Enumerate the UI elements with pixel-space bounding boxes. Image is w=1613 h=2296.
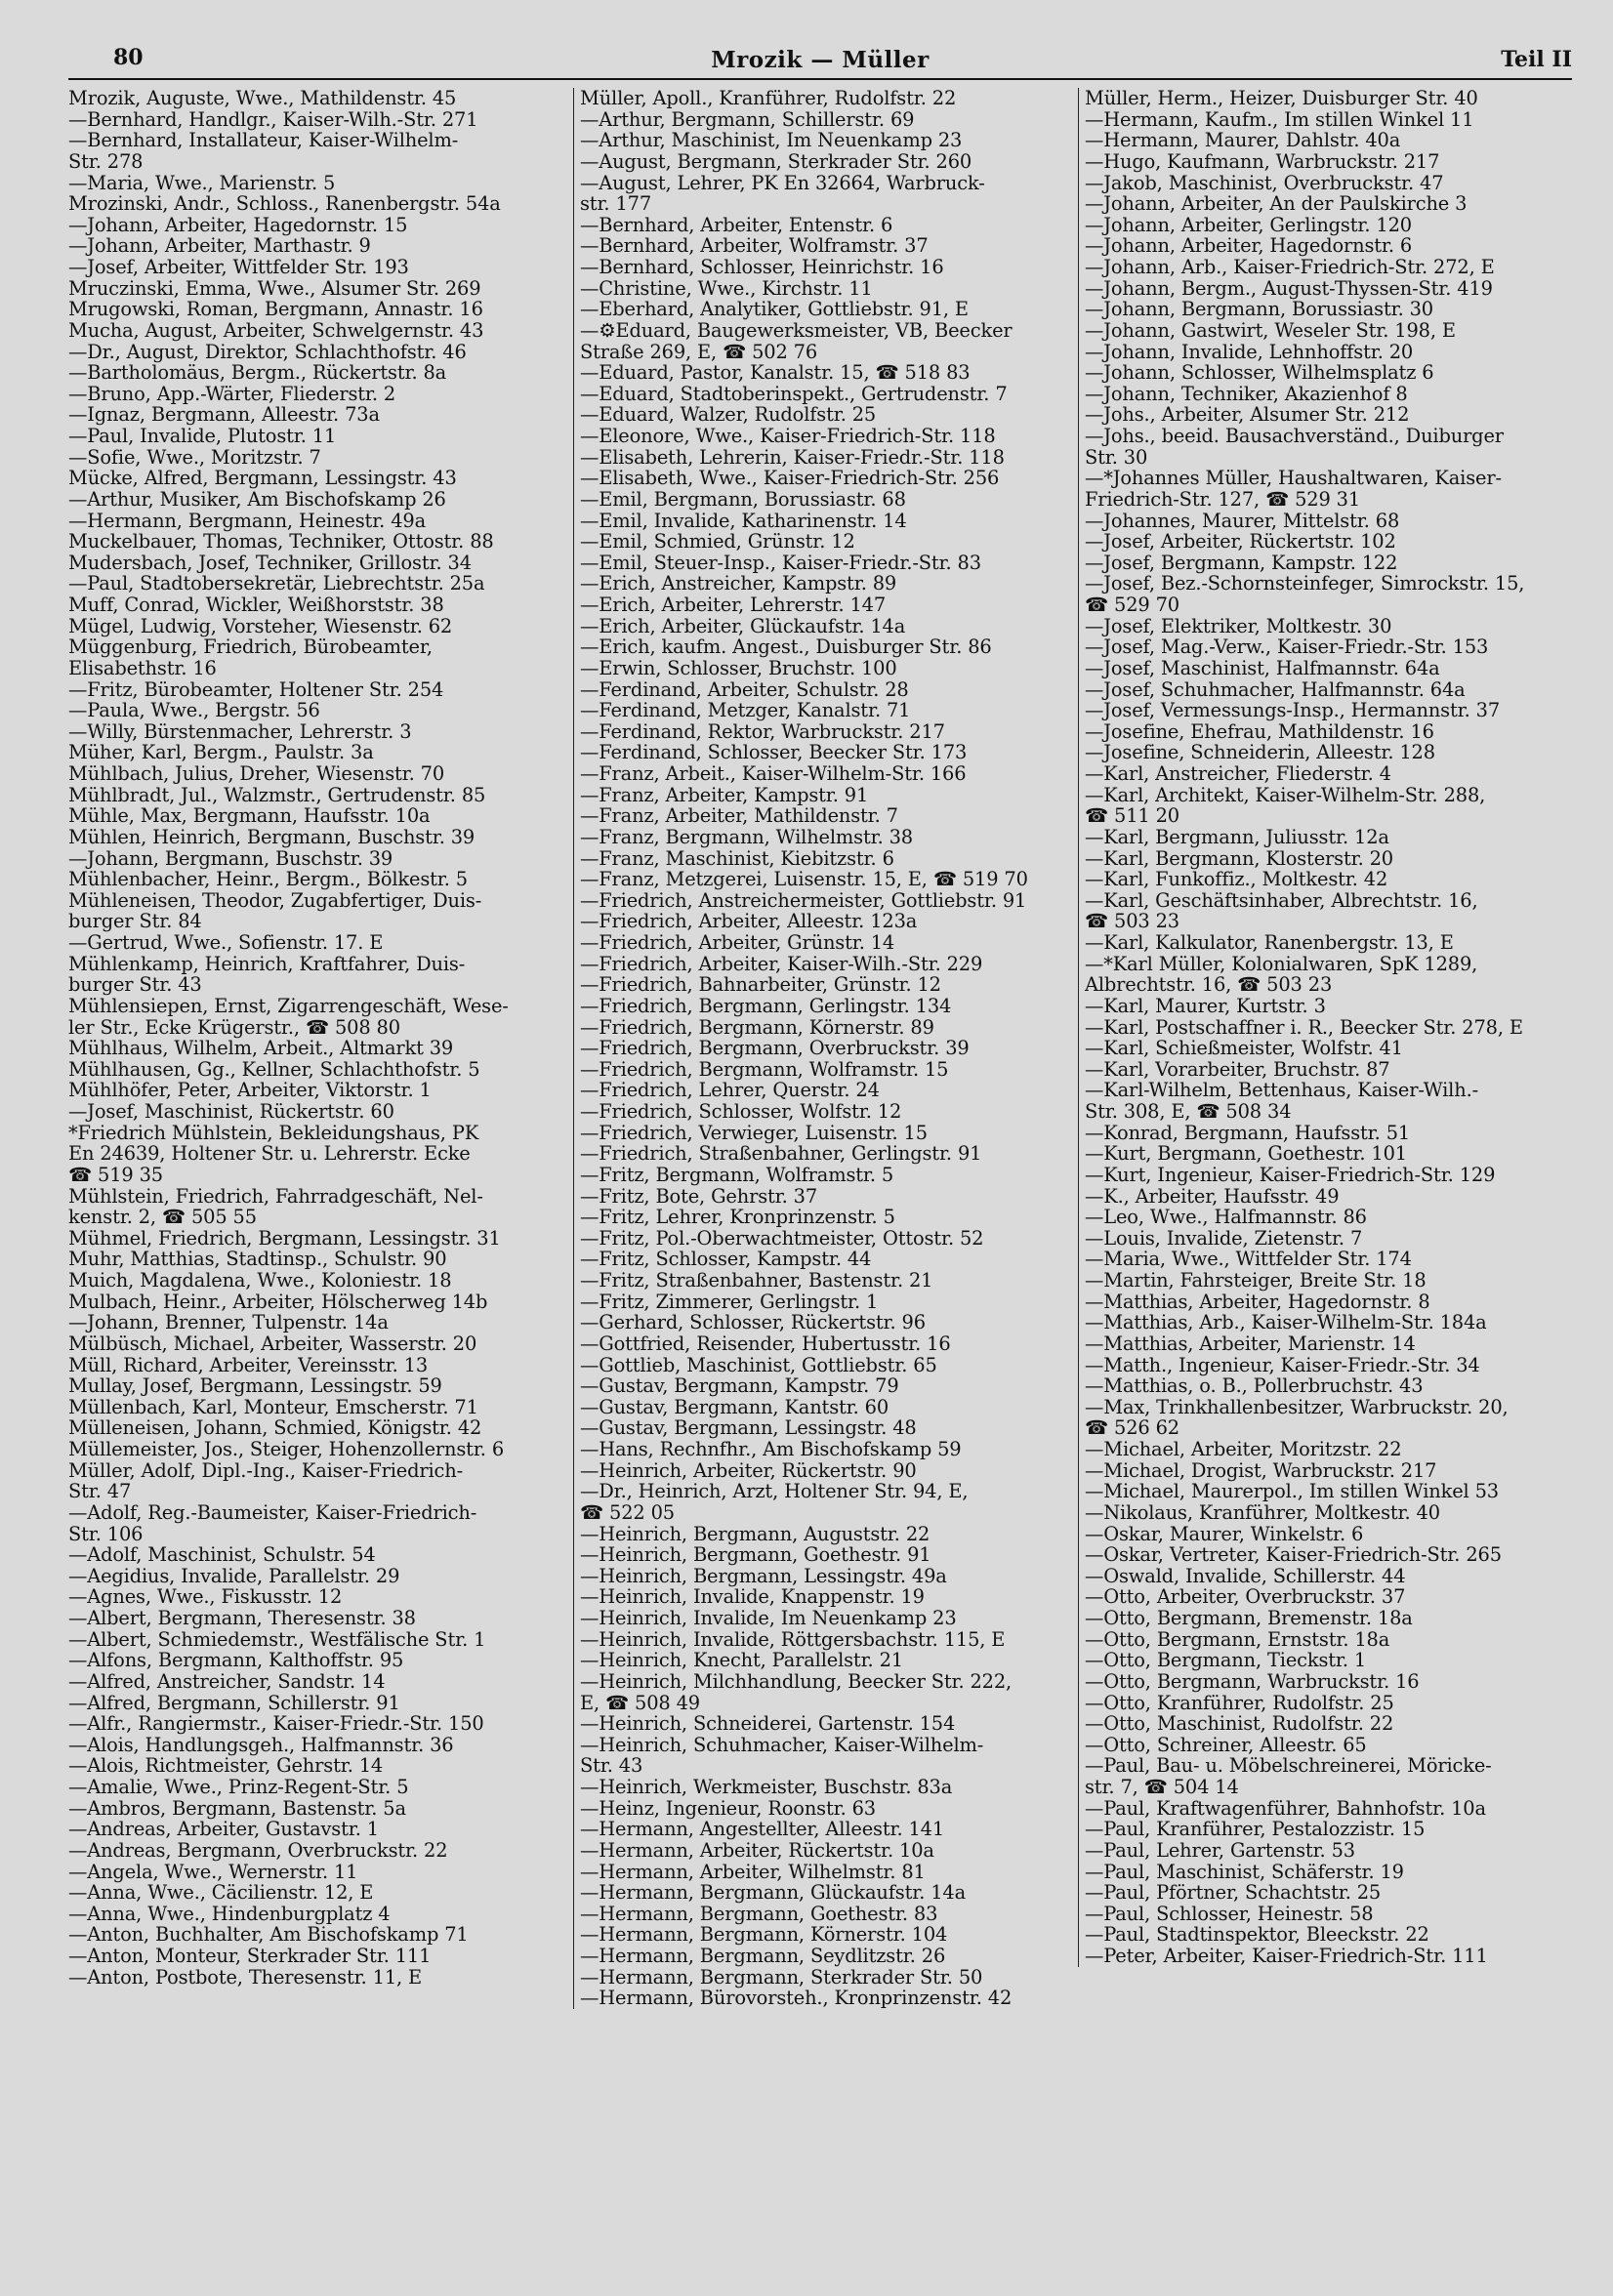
- directory-entry: —Friedrich, Bergmann, Gerlingstr. 134: [580, 994, 952, 1017]
- directory-entry: Mühlhaus, Wilhelm, Arbeit., Altmarkt 39: [68, 1037, 454, 1060]
- directory-entry: —Fritz, Lehrer, Kronprinzenstr. 5: [580, 1206, 895, 1229]
- directory-entry: —Louis, Invalide, Zietenstr. 7: [1085, 1226, 1363, 1250]
- directory-entry: —Paul, Pförtner, Schachtstr. 25: [1085, 1881, 1382, 1905]
- directory-entry: —Erich, Anstreicher, Kampstr. 89: [580, 572, 897, 595]
- directory-entry: —Paul, Kraftwagenführer, Bahnhofstr. 10a: [1085, 1796, 1486, 1820]
- directory-entry: —Heinrich, Knecht, Parallelstr. 21: [580, 1649, 903, 1672]
- directory-entry: Mülbüsch, Michael, Arbeiter, Wasserstr. 20: [68, 1332, 477, 1355]
- directory-entry: —Oskar, Maurer, Winkelstr. 6: [1085, 1522, 1364, 1545]
- directory-entry: —Otto, Bergmann, Bremenstr. 18a: [1085, 1607, 1413, 1629]
- running-head: Mrozik — Müller: [711, 47, 930, 73]
- directory-entry: —Karl, Schießmeister, Wolfstr. 41: [1085, 1037, 1403, 1060]
- directory-entry: —Josef, Arbeiter, Rückertstr. 102: [1085, 530, 1396, 554]
- directory-entry: —Johann, Brenner, Tulpenstr. 14a: [68, 1311, 389, 1334]
- directory-entry: Mrozik, Auguste, Wwe., Mathildenstr. 45: [68, 87, 457, 109]
- directory-entry: Mühlhöfer, Peter, Arbeiter, Viktorstr. 1: [68, 1079, 432, 1102]
- directory-entry: —Gertrud, Wwe., Sofienstr. 17. E: [68, 931, 384, 954]
- directory-entry: Müggenburg, Friedrich, Bürobeamter,: [68, 636, 433, 659]
- directory-entry: Müllenbach, Karl, Monteur, Emscherstr. 71: [68, 1395, 478, 1418]
- directory-entry: —Johann, Schlosser, Wilhelmsplatz 6: [1085, 361, 1434, 385]
- directory-entry: Str. 278: [68, 149, 144, 173]
- directory-entry: —Hans, Rechnfhr., Am Bischofskamp 59: [580, 1438, 962, 1460]
- directory-entry: —*Johannes Müller, Haushaltwaren, Kaiser-: [1085, 467, 1502, 490]
- directory-entry: Müller, Adolf, Dipl.-Ing., Kaiser-Friedrich-: [68, 1458, 464, 1482]
- directory-entry: —Anna, Wwe., Hindenburgplatz 4: [68, 1902, 391, 1925]
- directory-entry: —Karl, Anstreicher, Fliederstr. 4: [1085, 762, 1391, 785]
- directory-entry: —Kurt, Ingenieur, Kaiser-Friedrich-Str. 129: [1085, 1163, 1496, 1186]
- directory-entry: —Johann, Arbeiter, Hagedornstr. 15: [68, 213, 408, 236]
- directory-entry: —Bernhard, Handlgr., Kaiser-Wilh.-Str. 271: [68, 107, 478, 131]
- directory-entry: —Josef, Mag.-Verw., Kaiser-Friedr.-Str. 153: [1085, 636, 1489, 659]
- directory-entry: —Otto, Bergmann, Tieckstr. 1: [1085, 1649, 1367, 1672]
- directory-entry: —Anton, Monteur, Sterkrader Str. 111: [68, 1945, 432, 1967]
- directory-entry: —Friedrich, Bahnarbeiter, Grünstr. 12: [580, 973, 941, 997]
- directory-entry: —Alois, Handlungsgeh., Halfmannstr. 36: [68, 1733, 454, 1756]
- directory-entry: Müllemeister, Jos., Steiger, Hohenzollernstr. 6: [68, 1438, 505, 1460]
- directory-entry: —Gottfried, Reisender, Hubertusstr. 16: [580, 1332, 951, 1355]
- directory-entry: —Hermann, Bergmann, Körnerstr. 104: [580, 1923, 948, 1947]
- directory-entry: —Alfons, Bergmann, Kalthoffstr. 95: [68, 1649, 404, 1672]
- directory-entry: —Arthur, Musiker, Am Bischofskamp 26: [68, 487, 446, 511]
- directory-entry: —Emil, Schmied, Grünstr. 12: [580, 530, 855, 554]
- directory-entry: —Josef, Elektriker, Moltkestr. 30: [1085, 614, 1392, 637]
- directory-entry: —Hermann, Bergmann, Goethestr. 83: [580, 1902, 938, 1925]
- directory-entry: Mügel, Ludwig, Vorsteher, Wiesenstr. 62: [68, 614, 453, 637]
- directory-entry: Str. 43: [580, 1754, 643, 1778]
- directory-entry: —Kurt, Bergmann, Goethestr. 101: [1085, 1142, 1407, 1166]
- directory-entry: —Otto, Kranführer, Rudolfstr. 25: [1085, 1691, 1394, 1714]
- directory-entry: Müll, Richard, Arbeiter, Vereinsstr. 13: [68, 1353, 429, 1376]
- directory-entry: —Friedrich, Lehrer, Querstr. 24: [580, 1079, 880, 1102]
- directory-entry: —Matthias, o. B., Pollerbruchstr. 43: [1085, 1374, 1424, 1398]
- directory-entry: —Josef, Schuhmacher, Halfmannstr. 64a: [1085, 677, 1466, 701]
- directory-entry: —Emil, Invalide, Katharinenstr. 14: [580, 509, 907, 532]
- directory-entry: —Karl, Funkoffiz., Moltkestr. 42: [1085, 868, 1388, 891]
- directory-entry: —Bernhard, Installateur, Kaiser-Wilhelm-: [68, 129, 459, 152]
- directory-entry: —Paul, Bau- u. Möbelschreinerei, Möricke-: [1085, 1754, 1492, 1778]
- directory-entry: Straße 269, E, ☎ 502 76: [580, 340, 818, 363]
- directory-entry: —Heinrich, Bergmann, Auguststr. 22: [580, 1522, 931, 1545]
- directory-entry: —Heinrich, Bergmann, Goethestr. 91: [580, 1543, 931, 1567]
- directory-entry: —Alfred, Bergmann, Schillerstr. 91: [68, 1691, 400, 1714]
- directory-entry: —August, Bergmann, Sterkrader Str. 260: [580, 149, 972, 173]
- directory-entry: Muckelbauer, Thomas, Techniker, Ottostr. 88: [68, 530, 494, 554]
- directory-entry: —Jakob, Maschinist, Overbruckstr. 47: [1085, 171, 1444, 194]
- directory-entry: —Franz, Bergmann, Wilhelmstr. 38: [580, 825, 913, 848]
- directory-entry: kenstr. 2, ☎ 505 55: [68, 1206, 257, 1229]
- directory-entry: —Ignaz, Bergmann, Alleestr. 73a: [68, 403, 380, 427]
- directory-entry: —Karl, Geschäftsinhaber, Albrechtstr. 16,: [1085, 888, 1478, 912]
- directory-entry: Mrozinski, Andr., Schloss., Ranenbergstr. 54a: [68, 192, 501, 216]
- directory-entry: Friedrich-Str. 127, ☎ 529 31: [1085, 487, 1361, 511]
- directory-entry: —Karl, Bergmann, Klosterstr. 20: [1085, 846, 1393, 870]
- directory-entry: Mulbach, Heinr., Arbeiter, Hölscherweg 14b: [68, 1290, 488, 1313]
- directory-entry: —Karl, Maurer, Kurtstr. 3: [1085, 994, 1326, 1017]
- directory-entry: —Konrad, Bergmann, Haufsstr. 51: [1085, 1121, 1411, 1144]
- directory-entry: —Otto, Schreiner, Alleestr. 65: [1085, 1733, 1367, 1756]
- directory-entry: —Nikolaus, Kranführer, Moltkestr. 40: [1085, 1500, 1440, 1524]
- directory-entry: —Johann, Arbeiter, Hagedornstr. 6: [1085, 234, 1413, 258]
- directory-entry: —Dr., August, Direktor, Schlachthofstr. 46: [68, 340, 467, 363]
- directory-entry: —Josef, Bez.-Schornsteinfeger, Simrockstr. 15,: [1085, 572, 1525, 595]
- directory-entry: —Anton, Buchhalter, Am Bischofskamp 71: [68, 1923, 469, 1947]
- directory-entry: —Gerhard, Schlosser, Rückertstr. 96: [580, 1311, 926, 1334]
- directory-entry: Muff, Conrad, Wickler, Weißhorststr. 38: [68, 594, 444, 616]
- directory-entry: —Hugo, Kaufmann, Warbruckstr. 217: [1085, 149, 1440, 173]
- directory-entry: —Dr., Heinrich, Arzt, Holtener Str. 94, E,: [580, 1480, 969, 1503]
- directory-entry: —Josefine, Ehefrau, Mathildenstr. 16: [1085, 719, 1434, 743]
- directory-entry: —Fritz, Pol.-Oberwachtmeister, Ottostr. 52: [580, 1226, 984, 1250]
- directory-entry: —Elisabeth, Lehrerin, Kaiser-Friedr.-Str. 118: [580, 445, 1005, 469]
- directory-entry: Mrugowski, Roman, Bergmann, Annastr. 16: [68, 298, 483, 321]
- directory-entry: —Heinrich, Werkmeister, Buschstr. 83a: [580, 1776, 953, 1798]
- directory-entry: —Fritz, Bergmann, Wolframstr. 5: [580, 1163, 894, 1186]
- directory-entry: —Karl, Architekt, Kaiser-Wilhelm-Str. 288,: [1085, 783, 1486, 806]
- directory-entry: —Franz, Maschinist, Kiebitzstr. 6: [580, 846, 894, 870]
- directory-entry: —Friedrich, Bergmann, Wolframstr. 15: [580, 1057, 949, 1081]
- directory-entry: Mühmel, Friedrich, Bergmann, Lessingstr. 31: [68, 1226, 501, 1250]
- directory-entry: —Heinrich, Invalide, Knappenstr. 19: [580, 1585, 925, 1609]
- directory-entry: —Friedrich, Straßenbahner, Gerlingstr. 91: [580, 1142, 982, 1166]
- directory-entry: —Ambros, Bergmann, Bastenstr. 5a: [68, 1796, 406, 1820]
- directory-entry: —Paul, Stadtinspektor, Bleeckstr. 22: [1085, 1923, 1429, 1947]
- directory-entry: —Alois, Richtmeister, Gehrstr. 14: [68, 1754, 384, 1778]
- directory-entry: ler Str., Ecke Krügerstr., ☎ 508 80: [68, 1015, 400, 1039]
- directory-entry: —Adolf, Reg.-Baumeister, Kaiser-Friedrich-: [68, 1500, 477, 1524]
- directory-entry: —Heinrich, Invalide, Röttgersbachstr. 115, E: [580, 1627, 1006, 1651]
- directory-entry: —Elisabeth, Wwe., Kaiser-Friedrich-Str. 256: [580, 467, 1000, 490]
- directory-entry: —Hermann, Bergmann, Seydlitzstr. 26: [580, 1945, 946, 1967]
- directory-entry: —Gottlieb, Maschinist, Gottliebstr. 65: [580, 1353, 937, 1376]
- directory-entry: —Albert, Bergmann, Theresenstr. 38: [68, 1607, 416, 1629]
- directory-entry: —Christine, Wwe., Kirchstr. 11: [580, 276, 873, 300]
- directory-entry: Mühlensiepen, Ernst, Zigarrengeschäft, Wese-: [68, 994, 509, 1017]
- directory-entry: —Fritz, Straßenbahner, Bastenstr. 21: [580, 1269, 933, 1292]
- directory-entry: —Franz, Metzgerei, Luisenstr. 15, E, ☎ 519 70: [580, 868, 1028, 891]
- directory-entry: —Max, Trinkhallenbesitzer, Warbruckstr. 20,: [1085, 1395, 1509, 1418]
- directory-entry: —Friedrich, Anstreichermeister, Gottliebstr. 91: [580, 888, 1027, 912]
- directory-entry: ☎ 503 23: [1085, 910, 1179, 933]
- directory-entry: —Paul, Invalide, Plutostr. 11: [68, 425, 337, 447]
- directory-entry: —Leo, Wwe., Halfmannstr. 86: [1085, 1206, 1367, 1229]
- directory-entry: —Aegidius, Invalide, Parallelstr. 29: [68, 1564, 400, 1587]
- directory-entry: —Friedrich, Schlosser, Wolfstr. 12: [580, 1100, 902, 1123]
- directory-entry: —Eduard, Walzer, Rudolfstr. 25: [580, 403, 877, 427]
- page-header: [68, 45, 1572, 80]
- directory-entry: Mühlenkamp, Heinrich, Kraftfahrer, Duis-: [68, 952, 466, 975]
- directory-entry: *Friedrich Mühlstein, Bekleidungshaus, PK: [68, 1121, 479, 1144]
- directory-entry: —Johann, Arbeiter, Marthastr. 9: [68, 234, 371, 258]
- directory-entry: —Bernhard, Arbeiter, Wolframstr. 37: [580, 234, 929, 258]
- directory-entry: Mücke, Alfred, Bergmann, Lessingstr. 43: [68, 467, 457, 490]
- directory-entry: str. 7, ☎ 504 14: [1085, 1776, 1239, 1798]
- directory-entry: —Sofie, Wwe., Moritzstr. 7: [68, 445, 321, 469]
- directory-entry: —Eduard, Stadtoberinspekt., Gertrudenstr. 7: [580, 382, 1008, 405]
- directory-entry: ☎ 522 05: [580, 1500, 675, 1524]
- directory-entry: —Johann, Bergmann, Buschstr. 39: [68, 846, 393, 870]
- directory-entry: Mühlstein, Friedrich, Fahrradgeschäft, Nel-: [68, 1184, 483, 1208]
- directory-entry: —Hermann, Bergmann, Glückaufstr. 14a: [580, 1881, 967, 1905]
- directory-entry: —Hermann, Bürovorsteh., Kronprinzenstr. 42: [580, 1987, 1013, 2010]
- directory-entry: Mühlen, Heinrich, Bergmann, Buschstr. 39: [68, 825, 476, 848]
- directory-entry: —Erich, kaufm. Angest., Duisburger Str. 86: [580, 636, 992, 659]
- directory-entry: —Ferdinand, Arbeiter, Schulstr. 28: [580, 677, 909, 701]
- directory-entry: —Arthur, Maschinist, Im Neuenkamp 23: [580, 129, 963, 152]
- directory-entry: —Erwin, Schlosser, Bruchstr. 100: [580, 656, 897, 679]
- directory-entry: —Peter, Arbeiter, Kaiser-Friedrich-Str. 111: [1085, 1945, 1488, 1967]
- directory-entry: —Eleonore, Wwe., Kaiser-Friedrich-Str. 118: [580, 425, 996, 447]
- directory-entry: —Otto, Maschinist, Rudolfstr. 22: [1085, 1712, 1394, 1736]
- directory-entry: —Karl, Postschaffner i. R., Beecker Str. 278, E: [1085, 1015, 1523, 1039]
- directory-entry: Str. 30: [1085, 445, 1148, 469]
- part-label: Teil II: [1501, 47, 1572, 72]
- directory-entry: str. 177: [580, 192, 652, 216]
- directory-entry: Mucha, August, Arbeiter, Schwelgernstr. 43: [68, 318, 484, 342]
- directory-entry: —Josef, Arbeiter, Wittfelder Str. 193: [68, 256, 409, 278]
- directory-entry: —Josef, Maschinist, Rückertstr. 60: [68, 1100, 394, 1123]
- directory-entry: —Hermann, Arbeiter, Rückertstr. 10a: [580, 1838, 934, 1862]
- directory-entry: —Agnes, Wwe., Fiskusstr. 12: [68, 1585, 343, 1609]
- directory-entry: Müller, Apoll., Kranführer, Rudolfstr. 22: [580, 87, 957, 109]
- directory-entry: —Alfred, Anstreicher, Sandstr. 14: [68, 1669, 386, 1693]
- directory-entry: —Johannes, Maurer, Mittelstr. 68: [1085, 509, 1400, 532]
- directory-entry: —Johann, Bergm., August-Thyssen-Str. 419: [1085, 276, 1493, 300]
- directory-entry: —Erich, Arbeiter, Lehrerstr. 147: [580, 594, 887, 616]
- directory-entry: Elisabethstr. 16: [68, 656, 217, 679]
- directory-entry: —Gustav, Bergmann, Lessingstr. 48: [580, 1416, 917, 1440]
- directory-entry: —Karl, Vorarbeiter, Bruchstr. 87: [1085, 1057, 1390, 1081]
- directory-entry: —Ferdinand, Metzger, Kanalstr. 71: [580, 699, 911, 722]
- directory-entry: —Maria, Wwe., Wittfelder Str. 174: [1085, 1248, 1412, 1271]
- directory-entry: —Andreas, Arbeiter, Gustavstr. 1: [68, 1818, 379, 1841]
- directory-entry: —Albert, Schmiedemstr., Westfälische Str. 1: [68, 1627, 486, 1651]
- directory-entry: ☎ 529 70: [1085, 594, 1179, 616]
- directory-entry: —Franz, Arbeiter, Mathildenstr. 7: [580, 804, 898, 828]
- directory-entry: —Ferdinand, Rektor, Warbruckstr. 217: [580, 719, 945, 743]
- directory-entry: —Heinrich, Schneiderei, Gartenstr. 154: [580, 1712, 956, 1736]
- directory-entry: —Johann, Bergmann, Borussiastr. 30: [1085, 298, 1433, 321]
- directory-entry: burger Str. 43: [68, 973, 202, 997]
- directory-entry: ☎ 526 62: [1085, 1416, 1179, 1440]
- directory-entry: —Paul, Kranführer, Pestalozzistr. 15: [1085, 1818, 1426, 1841]
- directory-entry: —Josef, Bergmann, Kampstr. 122: [1085, 551, 1398, 574]
- directory-entry: —Paul, Maschinist, Schäferstr. 19: [1085, 1860, 1404, 1883]
- directory-entry: —Fritz, Schlosser, Kampstr. 44: [580, 1248, 872, 1271]
- directory-entry: En 24639, Holtener Str. u. Lehrerstr. Ecke: [68, 1142, 471, 1166]
- directory-entry: —Oskar, Vertreter, Kaiser-Friedrich-Str. 265: [1085, 1543, 1502, 1567]
- directory-entry: —Matthias, Arb., Kaiser-Wilhelm-Str. 184a: [1085, 1311, 1487, 1334]
- directory-entry: E, ☎ 508 49: [580, 1691, 700, 1714]
- directory-entry: ☎ 511 20: [1085, 804, 1179, 828]
- directory-entry: Mühlenbacher, Heinr., Bergm., Bölkestr. 5: [68, 868, 468, 891]
- directory-entry: —Martin, Fahrsteiger, Breite Str. 18: [1085, 1269, 1427, 1292]
- directory-entry: Muhr, Matthias, Stadtinsp., Schulstr. 90: [68, 1248, 447, 1271]
- directory-entry: —Friedrich, Verwieger, Luisenstr. 15: [580, 1121, 928, 1144]
- directory-entry: —Franz, Arbeit., Kaiser-Wilhelm-Str. 166: [580, 762, 967, 785]
- directory-entry: Mülleneisen, Johann, Schmied, Königstr. 42: [68, 1416, 482, 1440]
- directory-entry: Str. 106: [68, 1522, 144, 1545]
- directory-entry: —Emil, Bergmann, Borussiastr. 68: [580, 487, 906, 511]
- page-number: 80: [113, 45, 144, 70]
- directory-entry: —Hermann, Bergmann, Heinestr. 49a: [68, 509, 426, 532]
- directory-entry: —Willy, Bürstenmacher, Lehrerstr. 3: [68, 719, 412, 743]
- directory-entry: —Paul, Lehrer, Gartenstr. 53: [1085, 1838, 1355, 1862]
- directory-entry: —Josef, Maschinist, Halfmannstr. 64a: [1085, 656, 1440, 679]
- directory-entry: —Angela, Wwe., Wernerstr. 11: [68, 1860, 358, 1883]
- directory-entry: —Otto, Bergmann, Ernststr. 18a: [1085, 1627, 1390, 1651]
- directory-entry: —Bruno, App.-Wärter, Fliederstr. 2: [68, 382, 396, 405]
- directory-entry: —Friedrich, Bergmann, Overbruckstr. 39: [580, 1037, 970, 1060]
- directory-entry: —Bernhard, Arbeiter, Entenstr. 6: [580, 213, 893, 236]
- directory-entry: —Alfr., Rangiermstr., Kaiser-Friedr.-Str. 150: [68, 1712, 484, 1736]
- directory-entry: —Fritz, Bote, Gehrstr. 37: [580, 1184, 818, 1208]
- directory-entry: Mühlbradt, Jul., Walzmstr., Gertrudenstr. 85: [68, 783, 486, 806]
- directory-entry: —Johann, Arb., Kaiser-Friedrich-Str. 272, E: [1085, 256, 1495, 278]
- directory-entry: —Johann, Gastwirt, Weseler Str. 198, E: [1085, 318, 1456, 342]
- directory-entry: —Hermann, Arbeiter, Wilhelmstr. 81: [580, 1860, 926, 1883]
- directory-entry: Mudersbach, Josef, Techniker, Grillostr. 34: [68, 551, 472, 574]
- directory-entry: —Heinrich, Arbeiter, Rückertstr. 90: [580, 1458, 917, 1482]
- directory-entry: —Adolf, Maschinist, Schulstr. 54: [68, 1543, 376, 1567]
- directory-entry: —Emil, Steuer-Insp., Kaiser-Friedr.-Str. 83: [580, 551, 981, 574]
- directory-entry: —Fritz, Bürobeamter, Holtener Str. 254: [68, 677, 444, 701]
- directory-entry: —Gustav, Bergmann, Kampstr. 79: [580, 1374, 899, 1398]
- directory-entry: —Karl, Bergmann, Juliusstr. 12a: [1085, 825, 1389, 848]
- directory-entry: Müller, Herm., Heizer, Duisburger Str. 40: [1085, 87, 1478, 109]
- directory-entry: —Hermann, Angestellter, Alleestr. 141: [580, 1818, 945, 1841]
- directory-entry: Muich, Magdalena, Wwe., Koloniestr. 18: [68, 1269, 452, 1292]
- directory-entry: —Josef, Vermessungs-Insp., Hermannstr. 37: [1085, 699, 1501, 722]
- directory-entry: —Amalie, Wwe., Prinz-Regent-Str. 5: [68, 1776, 409, 1798]
- directory-entry: —Heinrich, Bergmann, Lessingstr. 49a: [580, 1564, 947, 1587]
- directory-entry: —Michael, Maurerpol., Im stillen Winkel 53: [1085, 1480, 1499, 1503]
- directory-entry: —Hermann, Maurer, Dahlstr. 40a: [1085, 129, 1401, 152]
- directory-entry: —Heinz, Ingenieur, Roonstr. 63: [580, 1796, 876, 1820]
- directory-entry: —Anna, Wwe., Cäcilienstr. 12, E: [68, 1881, 374, 1905]
- directory-entry: —Johann, Invalide, Lehnhoffstr. 20: [1085, 340, 1414, 363]
- directory-entry: —Paul, Stadtobersekretär, Liebrechtstr. 25a: [68, 572, 485, 595]
- directory-entry: Mühle, Max, Bergmann, Haufsstr. 10a: [68, 804, 431, 828]
- directory-entry: —Friedrich, Arbeiter, Grünstr. 14: [580, 931, 895, 954]
- directory-entry: —Heinrich, Schuhmacher, Kaiser-Wilhelm-: [580, 1733, 984, 1756]
- directory-entry: —Josefine, Schneiderin, Alleestr. 128: [1085, 741, 1435, 764]
- directory-entry: —Paul, Schlosser, Heinestr. 58: [1085, 1902, 1374, 1925]
- directory-entry: —August, Lehrer, PK En 32664, Warbruck-: [580, 171, 985, 194]
- directory-entry: —Ferdinand, Schlosser, Beecker Str. 173: [580, 741, 968, 764]
- directory-entry: —Fritz, Zimmerer, Gerlingstr. 1: [580, 1290, 879, 1313]
- directory-entry: —Bernhard, Schlosser, Heinrichstr. 16: [580, 256, 944, 278]
- directory-entry: —Matthias, Arbeiter, Marienstr. 14: [1085, 1332, 1416, 1355]
- directory-entry: —Arthur, Bergmann, Schillerstr. 69: [580, 107, 915, 131]
- column-2: [573, 88, 1073, 2009]
- directory-entry: —Johs., Arbeiter, Alsumer Str. 212: [1085, 403, 1410, 427]
- directory-entry: —Johann, Arbeiter, Gerlingstr. 120: [1085, 213, 1412, 236]
- directory-entry: —Hermann, Bergmann, Sterkrader Str. 50: [580, 1965, 983, 1988]
- directory-entry: Mühlhausen, Gg., Kellner, Schlachthofstr. 5: [68, 1057, 480, 1081]
- directory-entry: Mullay, Josef, Bergmann, Lessingstr. 59: [68, 1374, 442, 1398]
- directory-entry: —Karl-Wilhelm, Bettenhaus, Kaiser-Wilh.-: [1085, 1079, 1478, 1102]
- directory-entry: —Oswald, Invalide, Schillerstr. 44: [1085, 1564, 1406, 1587]
- directory-entry: —Heinrich, Milchhandlung, Beecker Str. 222,: [580, 1669, 1013, 1693]
- directory-entry: —Maria, Wwe., Marienstr. 5: [68, 171, 336, 194]
- directory-entry: Albrechtstr. 16, ☎ 503 23: [1085, 973, 1333, 997]
- directory-entry: —Friedrich, Arbeiter, Alleestr. 123a: [580, 910, 918, 933]
- directory-entry: —Anton, Postbote, Theresenstr. 11, E: [68, 1965, 423, 1988]
- directory-entry: burger Str. 84: [68, 910, 202, 933]
- directory-entry: —Hermann, Kaufm., Im stillen Winkel 11: [1085, 107, 1474, 131]
- directory-entry: —Johann, Arbeiter, An der Paulskirche 3: [1085, 192, 1468, 216]
- directory-entry: —Otto, Arbeiter, Overbruckstr. 37: [1085, 1585, 1406, 1609]
- directory-entry: Mruczinski, Emma, Wwe., Alsumer Str. 269: [68, 276, 481, 300]
- directory-entry: —Michael, Arbeiter, Moritzstr. 22: [1085, 1438, 1402, 1460]
- directory-entry: Str. 47: [68, 1480, 132, 1503]
- directory-entry: —Heinrich, Invalide, Im Neuenkamp 23: [580, 1607, 957, 1629]
- directory-entry: Müher, Karl, Bergm., Paulstr. 3a: [68, 741, 374, 764]
- directory-entry: Mühleneisen, Theodor, Zugabfertiger, Duis-: [68, 888, 482, 912]
- directory-entry: —Matthias, Arbeiter, Hagedornstr. 8: [1085, 1290, 1430, 1313]
- column-3: [1078, 88, 1578, 1967]
- directory-entry: —Bartholomäus, Bergm., Rückertstr. 8a: [68, 361, 447, 385]
- directory-entry: —Eduard, Pastor, Kanalstr. 15, ☎ 518 83: [580, 361, 971, 385]
- directory-entry: —Johs., beeid. Bausachverständ., Duiburger: [1085, 425, 1504, 447]
- directory-entry: —Andreas, Bergmann, Overbruckstr. 22: [68, 1838, 448, 1862]
- directory-entry: —Matth., Ingenieur, Kaiser-Friedr.-Str. 34: [1085, 1353, 1480, 1376]
- directory-entry: ☎ 519 35: [68, 1163, 163, 1186]
- directory-entry: —Paula, Wwe., Bergstr. 56: [68, 699, 320, 722]
- directory-entry: —Karl, Kalkulator, Ranenbergstr. 13, E: [1085, 931, 1454, 954]
- directory-entry: —Erich, Arbeiter, Glückaufstr. 14a: [580, 614, 906, 637]
- column-1: [68, 88, 561, 1988]
- directory-entry: —Franz, Arbeiter, Kampstr. 91: [580, 783, 869, 806]
- directory-entry: —Michael, Drogist, Warbruckstr. 217: [1085, 1458, 1437, 1482]
- directory-entry: —Friedrich, Arbeiter, Kaiser-Wilh.-Str. 229: [580, 952, 983, 975]
- directory-entry: —K., Arbeiter, Haufsstr. 49: [1085, 1184, 1340, 1208]
- directory-entry: —Gustav, Bergmann, Kantstr. 60: [580, 1395, 889, 1418]
- directory-entry: —Johann, Techniker, Akazienhof 8: [1085, 382, 1408, 405]
- directory-entry: —Eberhard, Analytiker, Gottliebstr. 91, E: [580, 298, 969, 321]
- directory-entry: —⚙Eduard, Baugewerksmeister, VB, Beecker: [580, 318, 1013, 342]
- directory-entry: —*Karl Müller, Kolonialwaren, SpK 1289,: [1085, 952, 1478, 975]
- directory-entry: Mühlbach, Julius, Dreher, Wiesenstr. 70: [68, 762, 445, 785]
- directory-entry: —Friedrich, Bergmann, Körnerstr. 89: [580, 1015, 934, 1039]
- directory-entry: Str. 308, E, ☎ 508 34: [1085, 1100, 1292, 1123]
- directory-entry: —Otto, Bergmann, Warbruckstr. 16: [1085, 1669, 1420, 1693]
